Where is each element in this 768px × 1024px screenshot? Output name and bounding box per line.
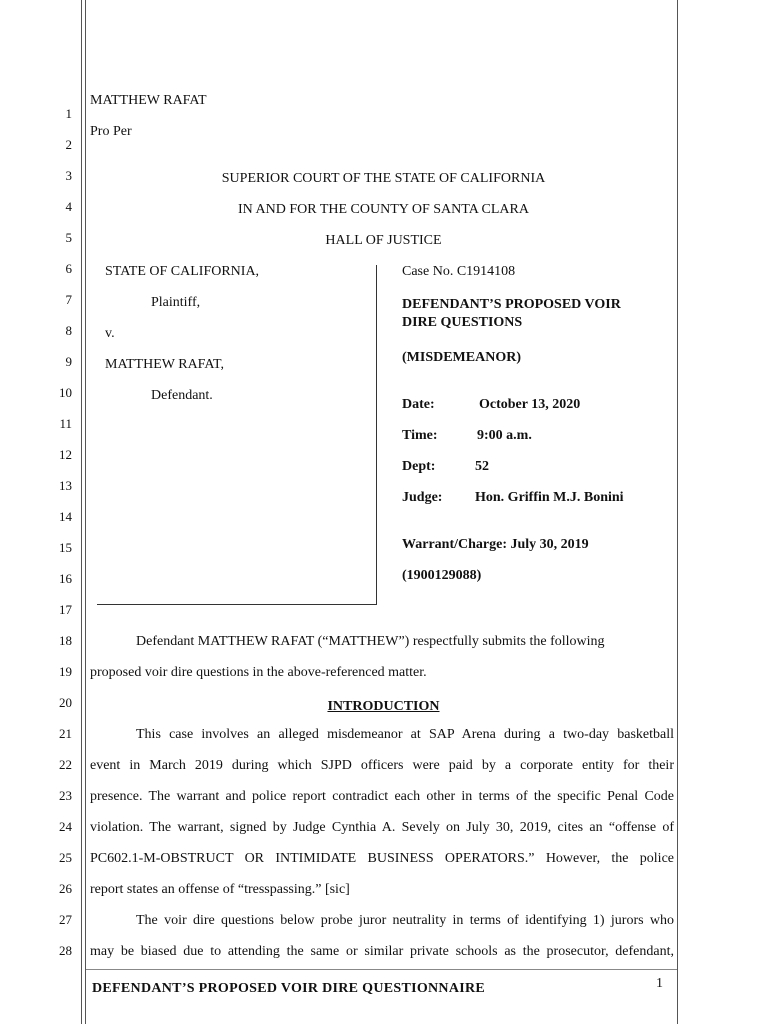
- paragraph-line: The voir dire questions below probe juror neutrality in terms of identifying 1) jurors who: [136, 913, 674, 928]
- paragraph-line: event in March 2019 during which SJPD officers were paid by a corporate entity for their: [90, 758, 674, 773]
- plaintiff-role: Plaintiff,: [151, 295, 201, 310]
- paragraph-line: This case involves an alleged misdemeanor at SAP Arena during a two-day basketball: [136, 727, 674, 742]
- line-number: 11: [59, 416, 72, 431]
- paragraph-line: PC602.1-M-OBSTRUCT OR INTIMIDATE BUSINESS OPERATORS.” However, the police: [90, 851, 674, 866]
- line-number: 2: [65, 137, 72, 152]
- line-number: 7: [65, 292, 72, 307]
- caption-bottom-rule: [97, 604, 377, 605]
- line-number: 9: [65, 354, 72, 369]
- line-number: 6: [65, 261, 72, 276]
- date-label: Date:: [402, 397, 435, 412]
- judge-value: Hon. Griffin M.J. Bonini: [475, 490, 624, 505]
- line-number: 4: [65, 199, 72, 214]
- line-number: 5: [65, 230, 72, 245]
- line-number: 20: [59, 695, 72, 710]
- line-number: 25: [59, 850, 72, 865]
- line-number: 14: [59, 509, 72, 524]
- intro-line2: proposed voir dire questions in the above-referenced matter.: [90, 665, 427, 680]
- intro-line1: Defendant MATTHEW RAFAT (“MATTHEW”) respectfully submits the following: [136, 634, 605, 649]
- dept-label: Dept:: [402, 459, 436, 474]
- footer-title: DEFENDANT’S PROPOSED VOIR DIRE QUESTIONNAIRE: [92, 981, 486, 996]
- date-value: October 13, 2020: [479, 397, 581, 412]
- line-number: 18: [59, 633, 72, 648]
- document-title-line2: DIRE QUESTIONS: [402, 315, 523, 330]
- document-title-line1: DEFENDANT’S PROPOSED VOIR: [402, 297, 621, 312]
- line-number: 1: [65, 106, 72, 121]
- line-number: 8: [65, 323, 72, 338]
- line-number: 23: [59, 788, 72, 803]
- court-location: HALL OF JUSTICE: [325, 233, 442, 248]
- versus: v.: [105, 326, 115, 341]
- left-margin-rule-inner: [85, 0, 86, 1024]
- line-number: 16: [59, 571, 72, 586]
- caption-divider: [376, 265, 377, 605]
- line-number: 27: [59, 912, 72, 927]
- attorney-role: Pro Per: [90, 124, 132, 139]
- warrant-charge: Warrant/Charge: July 30, 2019: [402, 537, 589, 552]
- paragraph-line: violation. The warrant, signed by Judge Cynthia A. Sevely on July 30, 2019, cites an “offense of: [90, 820, 674, 835]
- plaintiff-name: STATE OF CALIFORNIA,: [105, 264, 260, 279]
- time-value: 9:00 a.m.: [477, 428, 532, 443]
- warrant-number: (1900129088): [402, 568, 482, 583]
- judge-label: Judge:: [402, 490, 443, 505]
- defendant-role: Defendant.: [151, 388, 213, 403]
- line-number: 13: [59, 478, 72, 493]
- section-heading: INTRODUCTION: [327, 699, 440, 714]
- time-label: Time:: [402, 428, 438, 443]
- court-name: SUPERIOR COURT OF THE STATE OF CALIFORNIA: [221, 171, 546, 186]
- right-margin-rule: [677, 0, 678, 1024]
- dept-value: 52: [475, 459, 489, 474]
- left-margin-rule-outer: [81, 0, 82, 1024]
- line-number: 22: [59, 757, 72, 772]
- line-number: 12: [59, 447, 72, 462]
- line-number: 24: [59, 819, 72, 834]
- paragraph-line: presence. The warrant and police report contradict each other in terms of the specific Penal Code: [90, 789, 674, 804]
- attorney-name: MATTHEW RAFAT: [90, 93, 207, 108]
- paragraph-line: may be biased due to attending the same or similar private schools as the prosecutor, defendant,: [90, 944, 674, 959]
- page-number: 1: [656, 976, 663, 991]
- line-number: 21: [59, 726, 72, 741]
- footer-rule: [86, 969, 677, 970]
- line-number: 26: [59, 881, 72, 896]
- line-number: 17: [59, 602, 72, 617]
- line-number: 15: [59, 540, 72, 555]
- line-number: 19: [59, 664, 72, 679]
- paragraph-line: report states an offense of “tresspassing.” [sic]: [90, 882, 350, 897]
- line-number: 10: [59, 385, 72, 400]
- case-number: Case No. C1914108: [402, 264, 516, 279]
- line-number: 28: [59, 943, 72, 958]
- line-number: 3: [65, 168, 72, 183]
- document-type: (MISDEMEANOR): [402, 350, 521, 365]
- court-county: IN AND FOR THE COUNTY OF SANTA CLARA: [238, 202, 529, 217]
- defendant-name: MATTHEW RAFAT,: [105, 357, 224, 372]
